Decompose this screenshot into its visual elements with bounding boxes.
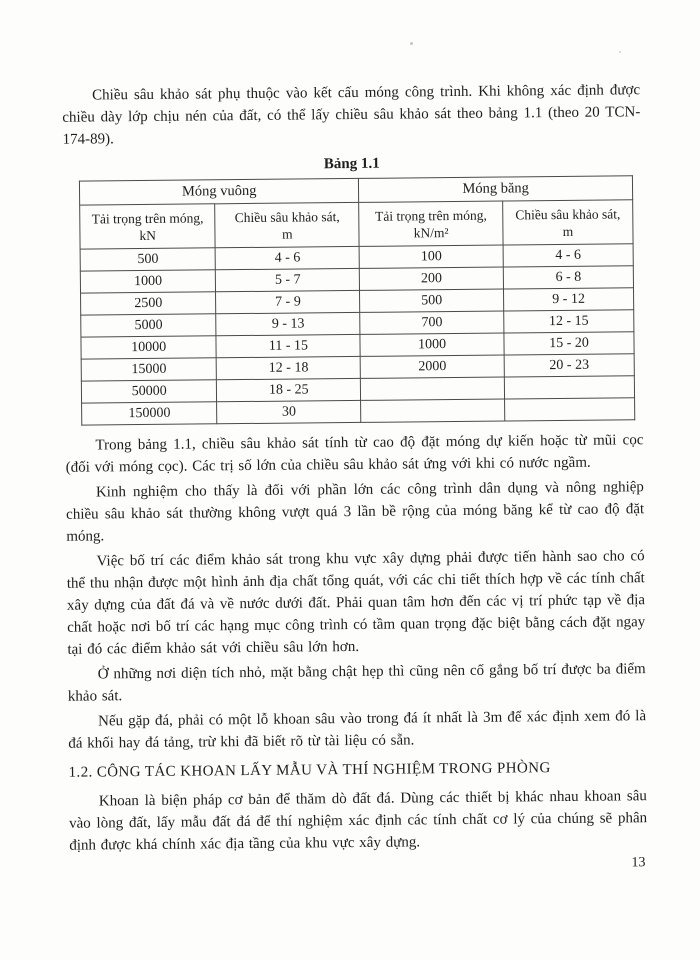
table-cell: 9 - 13: [216, 312, 360, 335]
table-cell: 11 - 15: [216, 334, 360, 357]
column-header-line: kN/m²: [413, 224, 449, 240]
table-cell: 5000: [81, 314, 217, 337]
table-cell: 1000: [80, 270, 216, 293]
table-cell: 15000: [81, 358, 217, 381]
table-cell: 15 - 20: [504, 332, 634, 355]
column-header-line: Tải trọng trên móng,: [374, 207, 487, 224]
column-header-line: kN: [139, 227, 157, 243]
table-cell: 20 - 23: [504, 354, 634, 377]
table-cell: 18 - 25: [217, 378, 361, 401]
table-cell: 9 - 12: [504, 288, 634, 311]
page-content: [62, 79, 648, 877]
table-cell: [361, 399, 505, 422]
paragraph: Ở những nơi diện tích nhỏ, mặt bằng chật hẹp thì cũng nên cố gắng bố trí được ba điểm khảo sát.: [67, 661, 646, 705]
table-caption: Bảng 1.1: [323, 155, 380, 173]
table-column-header: [359, 201, 503, 246]
table-column-header: [215, 202, 359, 247]
scan-artifact: [619, 51, 621, 53]
section-heading: 1.2. CÔNG TÁC KHOAN LẤY MẪU VÀ THÍ NGHIỆM TRONG PHÒNG: [68, 760, 551, 781]
table-cell: 50000: [81, 380, 217, 403]
table-cell: 2500: [81, 292, 217, 315]
table-cell: 10000: [81, 336, 217, 359]
table-cell: 12 - 18: [217, 356, 361, 379]
table-cell: 200: [360, 267, 504, 290]
column-header-line: Tải trọng trên móng,: [91, 209, 204, 226]
table-cell: 4 - 6: [216, 246, 360, 269]
table-cell: [504, 376, 634, 399]
table-cell: 12 - 15: [504, 310, 634, 333]
page-number: 13: [631, 855, 646, 871]
table-cell: 30: [217, 400, 361, 423]
table-cell: [361, 377, 505, 400]
column-header-line: Chiều sâu khảo sát,: [515, 205, 621, 222]
paragraph: Kinh nghiệm cho thấy là đối với phần lớn các công trình dân dụng và nông nghiệp chiều sâu khảo sát thường không vượt quá 3 lần bề rộng của móng băng kể từ cao độ đặt móng.: [66, 479, 645, 545]
table-cell: [505, 398, 635, 421]
table-cell: 1000: [360, 333, 504, 356]
paragraph: Việc bố trí các điểm khảo sát trong khu vực xây dựng phải được tiến hành sao cho có thể thu nhận được một hình ảnh địa chất tổng quát, với các chi tiết thích hợp về các tính chất xây dựng của đất đá và về nước dưới đất. Phải quan tâm hơn đến các vị trí phức tạp về địa chất hoặc nơi bố trí các hạng mục công trình có tầm quan trọng đặc biệt bằng cách đặt ngay tại đó các điểm khảo sát với chiều sâu lớn hơn.: [66, 548, 646, 658]
table-group-header: Móng băng: [359, 176, 633, 203]
survey-depth-table: [79, 175, 635, 425]
intro-paragraph: Chiều sâu khảo sát phụ thuộc vào kết cấu móng công trình. Khi không xác định được chiều dày lớp chịu nén của đất, có thể lấy chiều sâu khảo sát theo bảng 1.1 (theo 20 TCN-174-89).: [62, 82, 641, 148]
table-cell: 7 - 9: [216, 290, 360, 313]
column-header-line: Chiều sâu khảo sát,: [234, 208, 340, 225]
table-column-header: [503, 200, 633, 245]
paragraph: Trong bảng 1.1, chiều sâu khảo sát tính từ cao độ đặt móng dự kiến hoặc từ mũi cọc (đối với móng cọc). Các trị số lớn của chiều sâu khảo sát ứng với khi có nước ngầm.: [65, 432, 644, 476]
column-header-line: m: [281, 226, 293, 242]
table-cell: 100: [359, 245, 503, 268]
table-column-header: [80, 204, 216, 249]
table-cell: 4 - 6: [503, 244, 633, 267]
column-header-line: m: [562, 223, 574, 239]
section-paragraph: Khoan là biện pháp cơ bản để thăm dò đất đá. Dùng các thiết bị khác nhau khoan sâu vào lòng đất, lấy mẫu đất đá để thí nghiệm xác định các tính chất cơ lý của chúng sẽ phân định được khá chính xác địa tầng của khu vực xây dựng.: [69, 788, 648, 854]
paragraph: Nếu gặp đá, phải có một lỗ khoan sâu vào trong đá ít nhất là 3m để xác định xem đó là đá khối hay đá tảng, trừ khi đã biết rõ từ tài liệu có sẵn.: [68, 708, 647, 752]
table-cell: 500: [360, 289, 504, 312]
table-cell: 2000: [360, 355, 504, 378]
table-cell: 150000: [82, 402, 218, 425]
table-column-header-row: [80, 200, 633, 249]
table-cell: 700: [360, 311, 504, 334]
table-cell: 5 - 7: [216, 268, 360, 291]
table-row: [82, 398, 635, 425]
scan-artifact: [410, 42, 413, 45]
table-group-header: Móng vuông: [79, 178, 358, 205]
table-cell: 500: [80, 248, 216, 271]
table-cell: 6 - 8: [503, 266, 633, 289]
